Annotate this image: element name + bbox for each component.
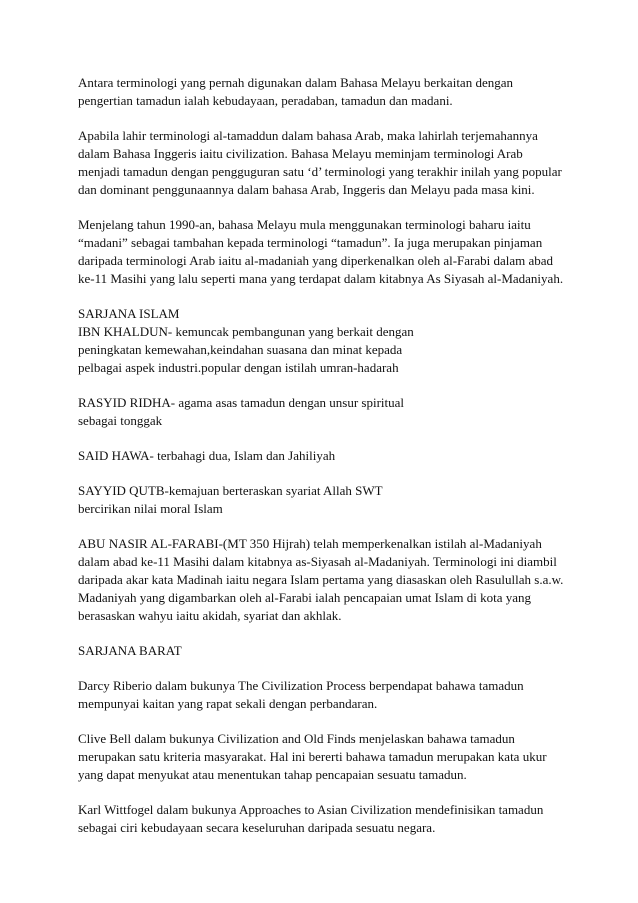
text-line: merupakan satu kriteria masyarakat. Hal ini bererti bahawa tamadun merupakan kata ukur bbox=[78, 749, 547, 764]
text-line: menjadi tamadun dengan pengguguran satu ‘d’ terminologi yang terakhir inilah yang popular bbox=[78, 164, 562, 179]
text-line: sebagai ciri kebudayaan secara keseluruhan daripada sesuatu negara. bbox=[78, 820, 436, 835]
text-line: Karl Wittfogel dalam bukunya Approaches to Asian Civilization mendefinisikan tamadun bbox=[78, 802, 544, 817]
text-line: SAID HAWA- terbahagi dua, Islam dan Jahiliyah bbox=[78, 448, 336, 463]
paragraph bbox=[78, 447, 548, 465]
text-line: ke-11 Masihi yang lalu seperti mana yang terdapat dalam kitabnya As Siyasah al-Madaniyah. bbox=[78, 271, 564, 286]
text-line: berasaskan wahyu iaitu akidah, syariat dan akhlak. bbox=[78, 608, 342, 623]
text-line: ABU NASIR AL-FARABI-(MT 350 Hijrah) telah memperkenalkan istilah al-Madaniyah bbox=[78, 536, 542, 551]
text-line: Apabila lahir terminologi al-tamaddun dalam bahasa Arab, maka lahirlah terjemahannya bbox=[78, 128, 538, 143]
text-line: IBN KHALDUN- kemuncak pembangunan yang berkait dengan bbox=[78, 324, 414, 339]
paragraph bbox=[78, 642, 548, 660]
paragraph bbox=[78, 482, 548, 518]
paragraph bbox=[78, 801, 548, 837]
text-line: bercirikan nilai moral Islam bbox=[78, 501, 223, 516]
paragraph bbox=[78, 730, 548, 784]
paragraph bbox=[78, 216, 564, 288]
text-line: Antara terminologi yang pernah digunakan dalam Bahasa Melayu berkaitan dengan bbox=[78, 75, 513, 90]
paragraph bbox=[78, 677, 548, 713]
text-line: SARJANA ISLAM bbox=[78, 306, 180, 321]
text-line: RASYID RIDHA- agama asas tamadun dengan unsur spiritual bbox=[78, 395, 405, 410]
paragraph bbox=[78, 394, 548, 430]
paragraph bbox=[78, 305, 548, 377]
text-line: pengertian tamadun ialah kebudayaan, peradaban, tamadun dan madani. bbox=[78, 93, 453, 108]
text-line: dalam Bahasa Inggeris iaitu civilization. Bahasa Melayu meminjam terminologi Arab bbox=[78, 146, 523, 161]
text-line: Clive Bell dalam bukunya Civilization and Old Finds menjelaskan bahawa tamadun bbox=[78, 731, 515, 746]
text-line: SARJANA BARAT bbox=[78, 643, 182, 658]
text-line: yang dapat menyukat atau menentukan tahap pencapaian sesuatu tamadun. bbox=[78, 767, 467, 782]
paragraph bbox=[78, 535, 564, 625]
text-line: daripada akar kata Madinah iaitu negara Islam pertama yang diasaskan oleh Rasulullah s.a.w. bbox=[78, 572, 564, 587]
text-line: daripada terminologi Arab iaitu al-madaniah yang diperkenalkan oleh al-Farabi dalam abad bbox=[78, 253, 554, 268]
text-line: dalam abad ke-11 Masihi dalam kitabnya as-Siyasah al-Madaniyah. Terminologi ini diambil bbox=[78, 554, 557, 569]
document-page bbox=[78, 74, 564, 854]
text-line: mempunyai kaitan yang rapat sekali dengan perbandaran. bbox=[78, 696, 378, 711]
text-line: peningkatan kemewahan,keindahan suasana dan minat kepada bbox=[78, 342, 403, 357]
paragraph bbox=[78, 127, 562, 199]
paragraph bbox=[78, 74, 548, 110]
text-line: Menjelang tahun 1990-an, bahasa Melayu mula menggunakan terminologi baharu iaitu bbox=[78, 217, 531, 232]
text-line: SAYYID QUTB-kemajuan berteraskan syariat Allah SWT bbox=[78, 483, 383, 498]
text-line: Darcy Riberio dalam bukunya The Civilization Process berpendapat bahawa tamadun bbox=[78, 678, 524, 693]
text-line: Madaniyah yang digambarkan oleh al-Farabi ialah pencapaian umat Islam di kota yang bbox=[78, 590, 532, 605]
text-line: sebagai tonggak bbox=[78, 413, 163, 428]
text-line: pelbagai aspek industri.popular dengan istilah umran-hadarah bbox=[78, 360, 399, 375]
text-line: dan dominant penggunaannya dalam bahasa Arab, Inggeris dan Melayu pada masa kini. bbox=[78, 182, 535, 197]
text-line: “madani” sebagai tambahan kepada terminologi “tamadun”. Ia juga merupakan pinjaman bbox=[78, 235, 543, 250]
